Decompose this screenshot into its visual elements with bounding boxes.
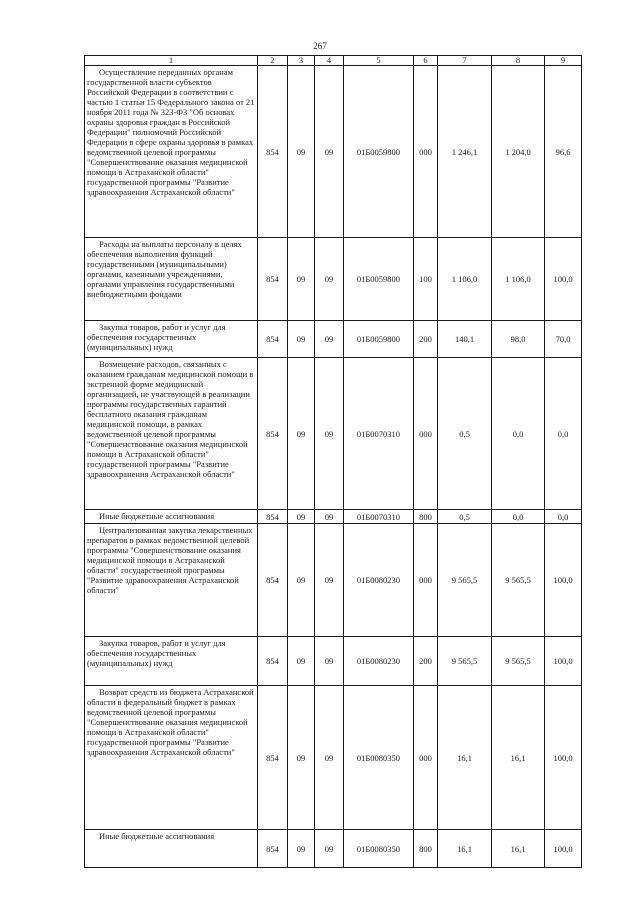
cell-section: 09: [288, 686, 315, 830]
cell-plan: 1 106,0: [438, 238, 492, 321]
row-description-text: Закупка товаров, работ и услуг для обеспечения государственных (муниципальных) нужд: [87, 638, 226, 668]
budget-table: [84, 55, 582, 868]
row-description: [85, 686, 258, 830]
cell-target-article: 01Б0059800: [344, 321, 414, 358]
cell-percent: 100,0: [545, 830, 582, 868]
cell-section: 09: [288, 637, 315, 686]
cell-section: 09: [288, 238, 315, 321]
cell-target-article: 01Б0080350: [344, 830, 414, 868]
row-description-text: Централизованная закупка лекарственных препаратов в рамках ведомственной целевой программы "Совершенствование оказания медицинской помощи в Астраханской области" государственной программы "Развитие здравоохранения Астраханской области": [87, 525, 253, 595]
cell-plan: 9 565,5: [438, 524, 492, 637]
row-description: [85, 830, 258, 868]
row-description-text: Закупка товаров, работ и услуг для обеспечения государственных (муниципальных) нужд: [87, 322, 226, 352]
cell-target-article: 01Б0070310: [344, 510, 414, 524]
cell-subsection: 09: [315, 66, 344, 238]
cell-expense-type: 800: [414, 830, 438, 868]
header-cell: 4: [315, 56, 344, 66]
cell-target-article: 01Б0059800: [344, 238, 414, 321]
cell-percent: 100,0: [545, 686, 582, 830]
page-number: 267: [313, 41, 327, 51]
row-description-text: Иные бюджетные ассигнования: [99, 511, 215, 521]
cell-percent: 100,0: [545, 524, 582, 637]
cell-section: 09: [288, 510, 315, 524]
cell-actual: 16,1: [492, 830, 545, 868]
cell-plan: 0,5: [438, 510, 492, 524]
cell-expense-type: 000: [414, 66, 438, 238]
cell-percent: 100,0: [545, 637, 582, 686]
cell-plan: 9 565,5: [438, 637, 492, 686]
row-description-text: Осуществление переданных органам государственной власти субъектов Российской Федерации в соответствии с частью 1 статьи 15 Федерального закона от 21 ноября 2011 года № 323-ФЗ "Об основах охраны здоровья граждан в Российской Федерации" полномочий Российской Федерации в сфере охраны здоровья в рамках ведомственной целевой программы "Совершенствование оказания медицинской помощи в Астраханской области" государственной программы "Развитие здравоохранения Астраханской области": [87, 67, 255, 197]
cell-ministry: 854: [258, 358, 288, 510]
cell-percent: 0,0: [545, 510, 582, 524]
row-description: [85, 524, 258, 637]
cell-expense-type: 100: [414, 238, 438, 321]
cell-expense-type: 000: [414, 358, 438, 510]
header-cell: 3: [288, 56, 315, 66]
table-row: [85, 321, 582, 358]
cell-target-article: 01Б0080350: [344, 686, 414, 830]
cell-expense-type: 200: [414, 637, 438, 686]
cell-ministry: 854: [258, 510, 288, 524]
cell-subsection: 09: [315, 238, 344, 321]
cell-actual: 98,0: [492, 321, 545, 358]
header-cell: 2: [258, 56, 288, 66]
cell-subsection: 09: [315, 321, 344, 358]
cell-subsection: 09: [315, 830, 344, 868]
table-row: [85, 524, 582, 637]
cell-subsection: 09: [315, 524, 344, 637]
cell-subsection: 09: [315, 637, 344, 686]
cell-actual: 16,1: [492, 686, 545, 830]
cell-section: 09: [288, 321, 315, 358]
cell-percent: 70,0: [545, 321, 582, 358]
row-description-text: Расходы на выплаты персоналу в целях обеспечения выполнения функций государственными (муниципальными) органами, казенными учреждениями, органами управления государственными внебюджетными фондами: [87, 239, 242, 299]
cell-ministry: 854: [258, 686, 288, 830]
cell-ministry: 854: [258, 321, 288, 358]
cell-expense-type: 000: [414, 524, 438, 637]
header-cell: 6: [414, 56, 438, 66]
cell-section: 09: [288, 66, 315, 238]
cell-subsection: 09: [315, 358, 344, 510]
row-description-text: Иные бюджетные ассигнования: [99, 831, 215, 841]
cell-section: 09: [288, 358, 315, 510]
cell-plan: 140,1: [438, 321, 492, 358]
cell-plan: 0,5: [438, 358, 492, 510]
cell-target-article: 01Б0070310: [344, 358, 414, 510]
cell-ministry: 854: [258, 66, 288, 238]
row-description-text: Возврат средств из бюджета Астраханской области в федеральный бюджет в рамках ведомственной целевой программы "Совершенствование оказания медицинской помощи в Астраханской области" государственной программы "Развитие здравоохранения Астраханской области": [87, 687, 254, 757]
cell-ministry: 854: [258, 524, 288, 637]
cell-ministry: 854: [258, 830, 288, 868]
cell-percent: 96,6: [545, 66, 582, 238]
cell-percent: 100,0: [545, 238, 582, 321]
cell-expense-type: 800: [414, 510, 438, 524]
row-description-text: Возмещение расходов, связанных с оказанием гражданам медицинской помощи в экстренной форме медицинской организацией, не участвующей в реализации программы государственных гарантий бесплатного оказания гражданам медицинской помощи, в рамках ведомственной целевой программы "Совершенствование оказания медицинской помощи в Астраханской области" государственной программы "Развитие здравоохранения Астраханской области": [87, 359, 254, 479]
cell-actual: 9 565,5: [492, 637, 545, 686]
header-cell: 1: [85, 56, 258, 66]
cell-plan: 16,1: [438, 686, 492, 830]
cell-expense-type: 000: [414, 686, 438, 830]
cell-target-article: 01Б0080230: [344, 637, 414, 686]
header-cell: 8: [492, 56, 545, 66]
cell-ministry: 854: [258, 637, 288, 686]
cell-ministry: 854: [258, 238, 288, 321]
table-row: [85, 358, 582, 510]
cell-actual: 1 204,0: [492, 66, 545, 238]
row-description: [85, 358, 258, 510]
cell-section: 09: [288, 830, 315, 868]
cell-subsection: 09: [315, 686, 344, 830]
row-description: [85, 66, 258, 238]
table-row: [85, 637, 582, 686]
cell-subsection: 09: [315, 510, 344, 524]
row-description: [85, 321, 258, 358]
cell-target-article: 01Б0059800: [344, 66, 414, 238]
table-row: [85, 238, 582, 321]
cell-percent: 0,0: [545, 358, 582, 510]
cell-actual: 9 565,5: [492, 524, 545, 637]
cell-actual: 0,0: [492, 510, 545, 524]
cell-plan: 16,1: [438, 830, 492, 868]
header-cell: 5: [344, 56, 414, 66]
header-cell: 7: [438, 56, 492, 66]
cell-expense-type: 200: [414, 321, 438, 358]
table-row: [85, 66, 582, 238]
cell-actual: 1 106,0: [492, 238, 545, 321]
row-description: [85, 510, 258, 524]
header-row: [85, 56, 582, 66]
cell-section: 09: [288, 524, 315, 637]
cell-target-article: 01Б0080230: [344, 524, 414, 637]
cell-plan: 1 246,1: [438, 66, 492, 238]
cell-actual: 0,0: [492, 358, 545, 510]
table-row: [85, 686, 582, 830]
table-row: [85, 510, 582, 524]
table-row: [85, 830, 582, 868]
row-description: [85, 238, 258, 321]
row-description: [85, 637, 258, 686]
header-cell: 9: [545, 56, 582, 66]
